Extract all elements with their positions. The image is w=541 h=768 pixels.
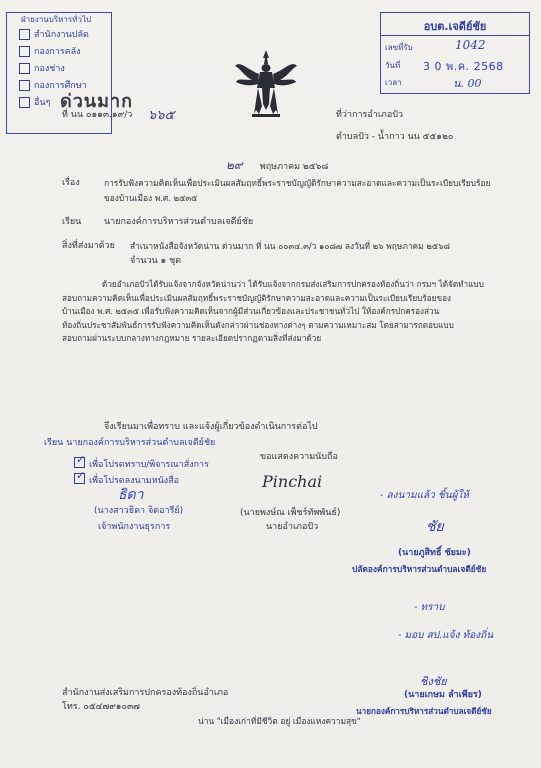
receive-no: 1042 xyxy=(455,38,486,52)
routing-item[interactable]: กองการคลัง xyxy=(19,44,89,61)
receive-time: น. 00 xyxy=(453,77,482,90)
body-line: สอบถามความคิดเห็นเพื่อประเมินผลสัมฤทธิ์พระราชบัญญัติรักษาความสะอาดและความเป็นระเบียบเรียบร้อยของ xyxy=(62,292,451,303)
receive-stamp-divider xyxy=(381,35,529,36)
checkbox-checked-icon[interactable]: ✓ xyxy=(76,453,86,466)
sender-office: ที่ว่าการอำเภอปัว xyxy=(336,110,404,120)
right-position: ปลัดองค์การบริหารส่วนตำบลเจดีย์ชัย xyxy=(352,564,487,574)
right-signature: ชัย xyxy=(426,519,444,535)
routing-item[interactable]: อื่นๆ xyxy=(19,95,89,112)
closing-line: จึงเรียนมาเพื่อทราบ และแจ้งผู้เกี่ยวข้องดำเนินการต่อไป xyxy=(104,422,318,432)
receive-date-label: วันที่ xyxy=(385,61,401,70)
document-number: ที่ นน ๐๑๑๓.๑๙/ว xyxy=(62,110,133,120)
memo-option-1[interactable]: ✓ เพื่อโปรดทราบ/พิจารณาสั่งการ xyxy=(76,453,209,470)
routing-item[interactable]: กองการศึกษา xyxy=(19,78,89,95)
checkbox-icon[interactable] xyxy=(19,63,30,74)
to-text: นายกองค์การบริหารส่วนตำบลเจดีย์ชัย xyxy=(104,217,254,227)
sender-address: ตำบลปัว - น้ำกาว นน ๕๕๑๒๐ xyxy=(336,132,454,142)
subject-line-2: ของบ้านเมือง พ.ศ. ๒๕๓๕ xyxy=(104,193,198,203)
body-line: สอบถามผ่านระบบกลางทางกฎหมาย รายละเอียดปรากฏตามสิ่งที่ส่งมาด้วย xyxy=(62,333,322,343)
body-line: ด้วยอำเภอปัวได้รับแจ้งจากจังหวัดน่านว่า ได้รับแจ้งจากกรมส่งเสริมการปกครองท้องถิ่นว่า กรมฯ ได้จัดทำแบบ xyxy=(102,279,484,289)
attachment-line-2: จำนวน ๑ ชุด xyxy=(130,256,182,266)
memo-position: เจ้าพนักงานธุรการ xyxy=(98,522,171,532)
garuda-emblem-icon xyxy=(232,48,300,120)
body-line: บ้านเมือง พ.ศ. ๒๕๓๕ เพื่อรับฟังความคิดเห็นจากผู้มีส่วนเกี่ยวข้องและประชาชนทั่วไป ให้องค์กรปกครองส่วน xyxy=(62,306,440,316)
salutation: ขอแสดงความนับถือ xyxy=(260,452,338,462)
urgent-stamp: ด่วนมาก xyxy=(60,91,133,112)
checkbox-icon[interactable] xyxy=(19,97,30,108)
attachment-label: สิ่งที่ส่งมาด้วย xyxy=(62,241,115,251)
right-name: (นายภูสิทธิ์ ชัยมะ) xyxy=(398,548,471,558)
right-name-2: (นายเกษม ลำเพียร) xyxy=(404,690,482,700)
attachment-line-1: สำเนาหนังสือจังหวัดน่าน ด่วนมาก ที่ นน ๐๐๓๔.๓/ว ๑๐๘๗ ลงวันที่ ๒๖ พฤษภาคม ๒๕๖๘ xyxy=(130,241,450,251)
body-paragraph xyxy=(62,278,512,346)
receive-stamp xyxy=(380,12,530,94)
routing-item[interactable]: สำนักงานปลัด xyxy=(19,27,89,44)
right-note-2: - ทราบ xyxy=(414,602,445,613)
checkbox-icon[interactable] xyxy=(19,46,30,57)
date-day: ๒๙ xyxy=(226,158,243,172)
memo-name: (นางสาวธิดา จิตอารีย์) xyxy=(94,506,184,516)
right-note-1: - ลงนามแล้ว ชิ้นผู้ให้ xyxy=(380,490,469,501)
receive-time-label: เวลา xyxy=(385,78,402,87)
memo-to-line: เรียน นายกองค์การบริหารส่วนตำบลเจดีย์ชัย xyxy=(44,438,216,448)
footer-phone: โทร. ๐๕๔๗๙๑๐๓๗ xyxy=(62,702,140,712)
right-signature-2: ชิงชัย xyxy=(420,675,447,688)
signer-position: นายอำเภอปัว xyxy=(266,522,319,532)
signature-center: Pinchai xyxy=(262,472,323,491)
routing-stamp-header: ฝ่ายงานบริหารทั่วไป xyxy=(21,15,92,24)
date-month-year: พฤษภาคม ๒๕๖๘ xyxy=(259,162,329,172)
receive-stamp-org: อบต.เจดีย์ชัย xyxy=(423,20,487,33)
routing-item[interactable]: กองช่าง xyxy=(19,61,89,78)
right-note-3: - มอบ สป.แจ้ง ท้องถิ่น xyxy=(398,630,494,641)
document-number-handwritten: ๖๖๕ xyxy=(148,108,175,123)
footer-slogan: น่าน "เมืองเก่าที่มีชีวิต อยู่ เมืองแหงความสุข" xyxy=(198,716,361,726)
to-label: เรียน xyxy=(62,217,82,227)
date-line xyxy=(226,154,328,175)
checkbox-icon[interactable] xyxy=(19,29,30,40)
signer-name: (นายพงษ์ณ เพ็ชร์ทัพพันธ์) xyxy=(240,508,341,518)
footer-office: สำนักงานส่งเสริมการปกครองท้องถิ่นอำเภอ xyxy=(62,688,229,698)
receive-date: 3 0 พ.ค. 2568 xyxy=(423,60,504,73)
checkbox-checked-icon[interactable]: ✓ xyxy=(76,469,86,482)
memo-option-2[interactable]: ✓ เพื่อโปรดลงนามหนังสือ xyxy=(76,469,180,486)
receive-no-label: เลขที่รับ xyxy=(385,43,413,52)
memo-signature: ธิดา xyxy=(118,487,144,503)
subject-line-1: การรับฟังความคิดเห็นเพื่อประเมินผลสัมฤทธิ์พระราชบัญญัติรักษาความสะอาดและความเป็นระเบียบเรียบร้อย xyxy=(104,178,491,188)
right-position-2: นายกองค์การบริหารส่วนตำบลเจดีย์ชัย xyxy=(356,706,492,716)
body-line: ท้องถิ่นประชาสัมพันธ์การรับฟังความคิดเห็นดังกล่าวผ่านช่องทางต่างๆ ตามความเหมาะสม โดยสามารถตอบแบบ xyxy=(62,319,454,330)
checkbox-icon[interactable] xyxy=(19,80,30,91)
subject-label: เรื่อง xyxy=(62,178,80,188)
